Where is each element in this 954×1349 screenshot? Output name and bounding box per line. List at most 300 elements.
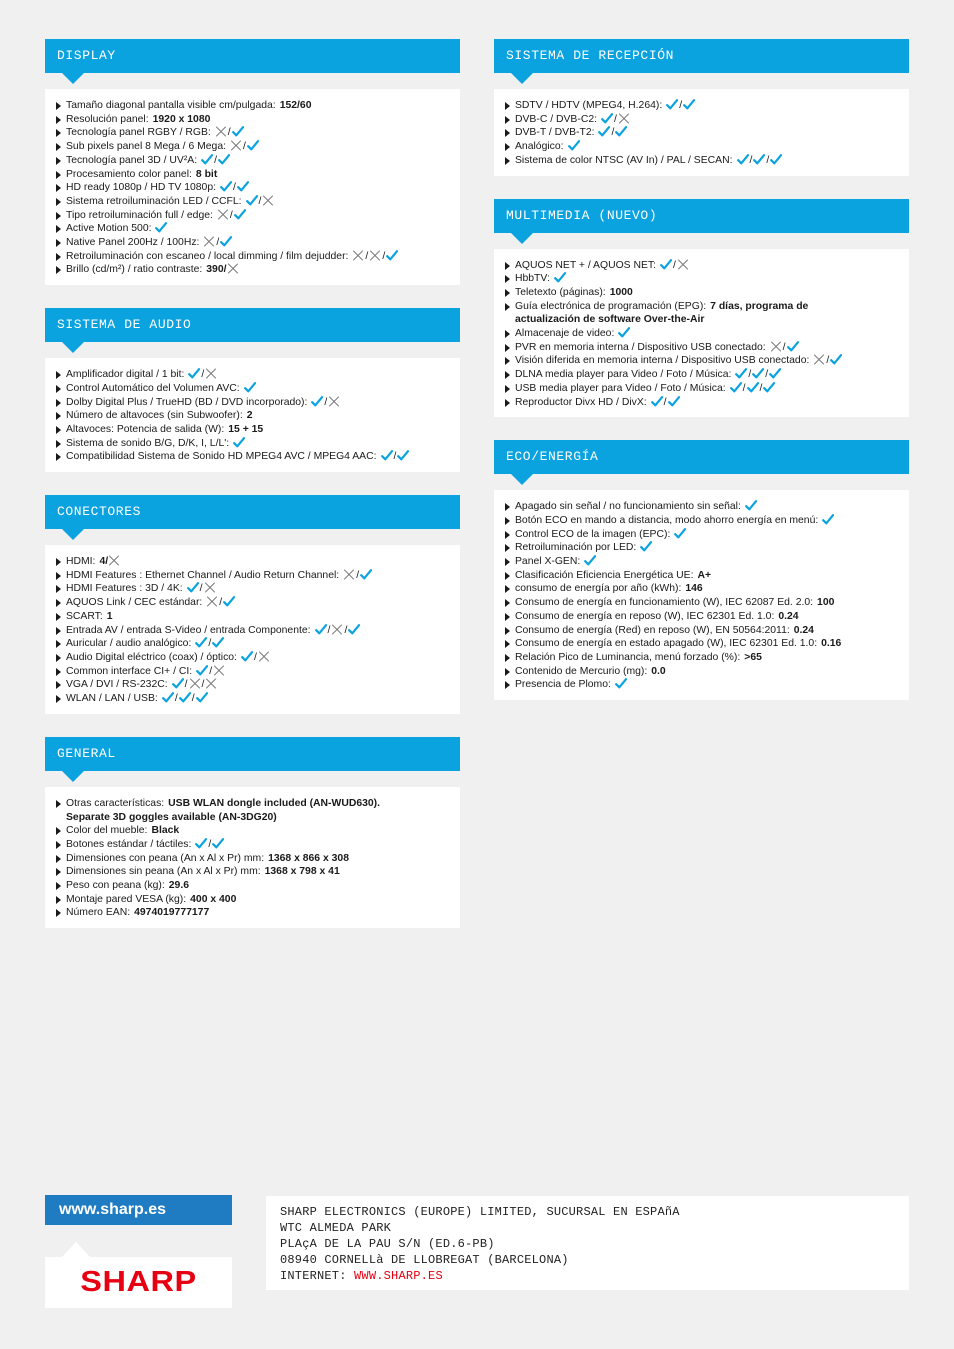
spec-label: Auricular / audio analógico: [66,638,192,650]
check-icon [735,368,747,379]
check-icon [584,555,596,566]
check-icon [554,272,566,283]
mark-separator: / [356,569,360,581]
spec-label: Número de altavoces (sin Subwoofer): [66,410,243,422]
cross-icon [618,113,630,124]
spec-label: Amplificador digital / 1 bit: [66,369,185,381]
check-icon [195,838,207,849]
check-icon [737,154,749,165]
check-icon [381,450,393,461]
section-multimedia-nuevo [494,199,909,418]
section-body [45,545,460,714]
bullet-icon [505,531,510,539]
spec-item [503,514,899,528]
header-pointer [62,342,84,353]
check-icon [674,528,686,539]
spec-value: 400 x 400 [190,893,237,905]
bullet-icon [56,440,61,448]
spec-label: HDMI Features : 3D / 4K: [66,583,183,595]
spec-label: Tipo retroiluminación full / edge: [66,209,213,221]
bullet-icon [505,558,510,566]
bullet-icon [505,640,510,648]
spec-label: Compatibilidad Sistema de Sonido HD MPEG4 AVC / MPEG4 AAC: [66,451,377,463]
bullet-icon [505,627,510,635]
section-body [45,89,460,285]
bullet-icon [56,143,61,151]
cross-icon [205,678,217,689]
cross-icon [204,582,216,593]
spec-label: Retroiluminación por LED: [515,542,637,554]
spec-item [503,382,899,396]
mark-separator: / [765,369,769,381]
spec-label: Tamaño diagonal pantalla visible cm/pulgada: [66,100,276,111]
spec-value: 1000 [609,286,633,298]
spec-item [54,250,450,264]
cross-icon [343,569,355,580]
spec-label: PVR en memoria interna / Dispositivo USB conectado: [515,341,766,353]
spec-label: consumo de energía por año (kWh): [515,583,682,595]
bullet-icon [56,572,61,580]
spec-label: Dimensiones con peana (An x Al x Pr) mm: [66,852,265,864]
mark-separator: / [766,154,770,166]
cross-icon [206,596,218,607]
check-icon [220,236,232,247]
spec-item [54,582,450,596]
check-icon [162,692,174,703]
check-icon [237,181,249,192]
spec-value: USB WLAN dongle included (AN-WUD630). [168,797,381,809]
bullet-icon [505,102,510,110]
section-general [45,737,460,928]
cross-icon [813,354,825,365]
bullet-icon [56,841,61,849]
spec-value: 2 [246,410,253,422]
mark-separator: / [208,838,212,850]
spec-label: Apagado sin señal / no funcionamiento sin señal: [515,501,741,513]
spec-label: Visión diferida en memoria interna / Dispositivo USB conectado: [515,355,810,367]
website-link[interactable] [45,1195,232,1225]
spec-label: Audio Digital eléctrico (coax) / óptico: [66,651,237,663]
section-body [45,787,460,928]
bullet-icon [56,171,61,179]
mark-separator: / [232,182,236,194]
cross-icon [677,259,689,270]
section-sistema-de-audio [45,308,460,472]
check-icon [769,368,781,379]
check-icon [615,126,627,137]
spec-item [503,596,899,610]
spec-value: 146 [685,583,703,595]
bullet-icon [56,827,61,835]
bullet-icon [56,882,61,890]
spec-label: Entrada AV / entrada S-Video / entrada Componente: [66,624,311,636]
mark-separator: / [613,113,617,125]
bullet-icon [56,266,61,274]
mark-separator: / [759,382,763,394]
section-header [45,308,460,342]
spec-item [54,450,450,464]
section-header [45,495,460,529]
mark-separator: / [749,154,753,166]
bullet-icon [56,157,61,165]
spec-item [54,263,450,277]
spec-value: 152/60 [279,100,312,111]
bullet-icon [56,225,61,233]
bullet-icon [505,129,510,137]
spec-item [503,665,899,679]
internet-line [280,1268,895,1284]
section-display [45,39,460,285]
address-line: SHARP ELECTRONICS (EUROPE) LIMITED, SUCURSAL EN ESPAñA [280,1205,680,1219]
internet-label: INTERNET: [280,1269,347,1283]
check-icon [218,154,230,165]
mark-separator: / [208,638,212,650]
bullet-icon [56,558,61,566]
spec-item [503,569,899,583]
check-icon [747,382,759,393]
bullet-icon [56,681,61,689]
spec-label: Dimensiones sin peana (An x Al x Pr) mm: [66,866,261,878]
spec-value-continued: actualización de software Over-the-Air [515,314,705,326]
bullet-icon [56,640,61,648]
cross-icon [189,678,201,689]
check-icon [660,259,672,270]
spec-item [54,423,450,437]
check-icon [386,250,398,261]
spec-item [503,327,899,341]
spec-label: Número EAN: [66,907,131,919]
spec-label: Tecnología panel 3D / UV²A: [66,154,198,166]
bullet-icon [56,627,61,635]
bullet-icon [56,855,61,863]
cross-icon [770,341,782,352]
spec-item [54,209,450,223]
spec-item [503,154,899,168]
spec-item [54,906,450,920]
sharp-logo [45,1257,232,1308]
spec-label: Retroiluminación con escaneo / local dimming / film dejudder: [66,250,349,262]
mark-separator: / [324,396,328,408]
spec-value: 0.16 [821,638,842,650]
check-icon [223,596,235,607]
spec-value: 15 + 15 [228,423,264,435]
spec-label: Native Panel 200Hz / 100Hz: [66,237,200,249]
mark-separator: / [219,597,223,609]
spec-label: Color del mueble: [66,825,148,837]
mark-separator: / [201,679,205,691]
spec-value: 29.6 [168,880,190,892]
bullet-icon [505,399,510,407]
check-icon [311,396,323,407]
spec-item [54,99,450,113]
spec-item [54,665,450,679]
spec-item [54,140,450,154]
spec-label: Montaje pared VESA (kg): [66,893,187,905]
cross-icon [108,555,120,566]
bullet-icon [56,896,61,904]
bullet-icon [505,303,510,311]
check-icon [348,624,360,635]
spec-item [503,354,899,368]
header-pointer [62,73,84,84]
bullet-icon [56,599,61,607]
spec-item [54,838,450,852]
bullet-icon [505,681,510,689]
spec-value: 8 bit [195,168,218,180]
mark-separator: / [184,679,188,691]
spec-item [54,368,450,382]
bullet-icon [56,613,61,621]
spec-item [503,678,899,692]
spec-value: 4/ [99,556,109,568]
bullet-icon [505,654,510,662]
check-icon [232,126,244,137]
bullet-icon [505,289,510,297]
check-icon [615,678,627,689]
bullet-icon [56,800,61,808]
section-body [494,490,909,700]
check-icon [787,341,799,352]
section-title: GENERAL [57,745,116,761]
header-pointer [62,771,84,782]
section-title: SISTEMA DE RECEPCIÓN [506,48,675,63]
check-icon [822,514,834,525]
bullet-icon [56,116,61,124]
bullet-icon [505,344,510,352]
section-header [494,39,909,73]
section-title: ECO/ENERGÍA [506,449,599,465]
section-title: MULTIMEDIA (NUEVO) [506,207,658,223]
spec-label: AQUOS NET + / AQUOS NET: [515,259,656,271]
spec-label: Consumo de energía en reposo (W), IEC 62301 Ed. 1.0: [515,610,775,622]
spec-item [54,396,450,410]
mark-separator: / [243,141,246,153]
spec-label: Clasificación Eficiencia Energética UE: [515,569,694,581]
spec-label: Teletexto (páginas): [515,286,606,298]
mark-separator: / [214,154,218,166]
check-icon [598,126,610,137]
spec-item [503,259,899,273]
bullet-icon [56,239,61,247]
check-icon [196,692,208,703]
address-line: WTC ALMEDA PARK [280,1221,392,1235]
check-icon [745,500,757,511]
spec-item [503,140,899,154]
spec-label: Reproductor Divx HD / DivX: [515,396,647,408]
check-icon [753,154,765,165]
check-icon [246,195,258,206]
bullet-icon [505,262,510,270]
spec-label: Procesamiento color panel: [66,168,192,180]
spec-label: Guía electrónica de programación (EPG): [515,300,707,312]
check-icon [241,651,253,662]
spec-label: Consumo de energía (Red) en reposo (W), EN 50564:2011: [515,624,790,636]
bullet-icon [56,868,61,876]
section-header [45,39,460,73]
header-pointer [62,529,84,540]
cross-icon [258,651,270,662]
check-icon [315,624,327,635]
mark-separator: / [227,127,231,139]
spec-item [54,222,450,236]
check-icon [212,637,224,648]
bullet-icon [56,654,61,662]
spec-value: 4974019777177 [134,907,210,919]
check-icon [220,181,232,192]
spec-label: Botón ECO en mando a distancia, modo ahorro energía en menú: [515,514,819,526]
mark-separator: / [365,250,369,262]
spec-label: Botones estándar / táctiles: [66,838,192,850]
mark-separator: / [209,665,213,677]
check-icon [187,582,199,593]
spec-label: HDMI: [66,556,96,568]
spec-label: DVB-C / DVB-C2: [515,113,597,125]
cross-icon [230,140,242,151]
spec-label: Almacenaje de video: [515,328,615,340]
bullet-icon [56,385,61,393]
bullet-icon [505,544,510,552]
spec-item [503,272,899,286]
cross-icon [369,250,381,261]
spec-item [503,555,899,569]
spec-item [503,500,899,514]
spec-value: Black [151,825,180,837]
spec-label: SCART: [66,610,103,622]
cross-icon [217,209,229,220]
check-icon [188,368,200,379]
spec-label: USB media player para Video / Foto / Música: [515,382,726,394]
mark-separator: / [826,355,830,367]
bullet-icon [505,357,510,365]
bullet-icon [56,198,61,206]
spec-label: Resolución panel: [66,113,149,125]
mark-separator: / [199,583,203,595]
bullet-icon [505,517,510,525]
spec-item [503,368,899,382]
spec-item [503,396,899,410]
section-conectores [45,495,460,714]
left-column [45,39,460,951]
mark-separator: / [344,624,348,636]
bullet-icon [56,695,61,703]
spec-label: Contenido de Mercurio (mg): [515,665,648,677]
spec-label: SDTV / HDTV (MPEG4, H.264): [515,100,663,111]
spec-value: 1368 x 798 x 41 [264,866,340,878]
check-icon [730,382,742,393]
spec-value: 1368 x 866 x 308 [268,852,349,864]
check-icon [618,327,630,338]
mark-separator: / [393,451,397,463]
header-pointer [511,73,533,84]
spec-item [54,797,450,824]
section-title: DISPLAY [57,48,116,63]
mark-separator: / [258,195,262,207]
cross-icon [215,126,227,137]
spec-value: 0.24 [793,624,814,636]
spec-item [503,637,899,651]
spec-value: >65 [744,651,762,663]
spec-label: HbbTV: [515,273,550,285]
spec-item [54,852,450,866]
spec-label: Active Motion 500: [66,223,152,235]
check-icon [196,665,208,676]
spec-value: A+ [697,569,712,581]
check-icon [233,437,245,448]
cross-icon [205,368,217,379]
check-icon [212,838,224,849]
spec-label: Common interface CI+ / CI: [66,665,193,677]
spec-label: Panel X-GEN: [515,556,581,568]
address-line: PLAçA DE LA PAU S/N (ED.6-PB) [280,1237,495,1251]
mark-separator: / [679,100,683,111]
bullet-icon [505,503,510,511]
section-header [494,440,909,474]
check-icon [568,140,580,151]
mark-separator: / [174,693,178,705]
mark-separator: / [742,382,746,394]
cross-icon [227,263,239,274]
check-icon [683,99,695,110]
bullet-icon [505,116,510,124]
bullet-icon [56,668,61,676]
spec-value: 1 [106,610,113,622]
spec-item [54,692,450,706]
spec-item [503,286,899,300]
spec-label: Sub pixels panel 8 Mega / 6 Mega: [66,141,226,153]
check-icon [247,140,259,151]
check-icon [763,382,775,393]
spec-label: Control ECO de la imagen (EPC): [515,528,671,540]
spec-item [503,341,899,355]
spec-item [503,541,899,555]
spec-item [54,893,450,907]
bullet-icon [56,426,61,434]
spec-item [54,865,450,879]
spec-item [54,113,450,127]
spec-value: 1920 x 1080 [152,113,211,125]
spec-item [503,300,899,327]
spec-label: DVB-T / DVB-T2: [515,127,595,139]
check-icon [201,154,213,165]
website-text: www.sharp.es [59,1201,166,1218]
bullet-icon [505,275,510,283]
internet-link[interactable]: WWW.SHARP.ES [354,1269,443,1283]
bullet-icon [505,385,510,393]
spec-item [503,582,899,596]
spec-label: WLAN / LAN / USB: [66,693,158,705]
mark-separator: / [201,369,205,381]
mark-separator: / [663,396,667,408]
check-icon [830,354,842,365]
check-icon [360,569,372,580]
spec-label: Dolby Digital Plus / TrueHD (BD / DVD incorporado): [66,396,308,408]
mark-separator: / [216,237,220,249]
bullet-icon [56,212,61,220]
spec-label: Otras características: [66,797,165,809]
bullet-icon [505,599,510,607]
bullet-icon [56,253,61,261]
spec-value: 390/ [206,264,227,276]
cross-icon [331,624,343,635]
bullet-icon [505,668,510,676]
check-icon [244,382,256,393]
spec-item [54,437,450,451]
cross-icon [213,665,225,676]
cross-icon [203,236,215,247]
spec-label: Altavoces: Potencia de salida (W): [66,423,225,435]
spec-item [54,154,450,168]
section-body [494,249,909,418]
